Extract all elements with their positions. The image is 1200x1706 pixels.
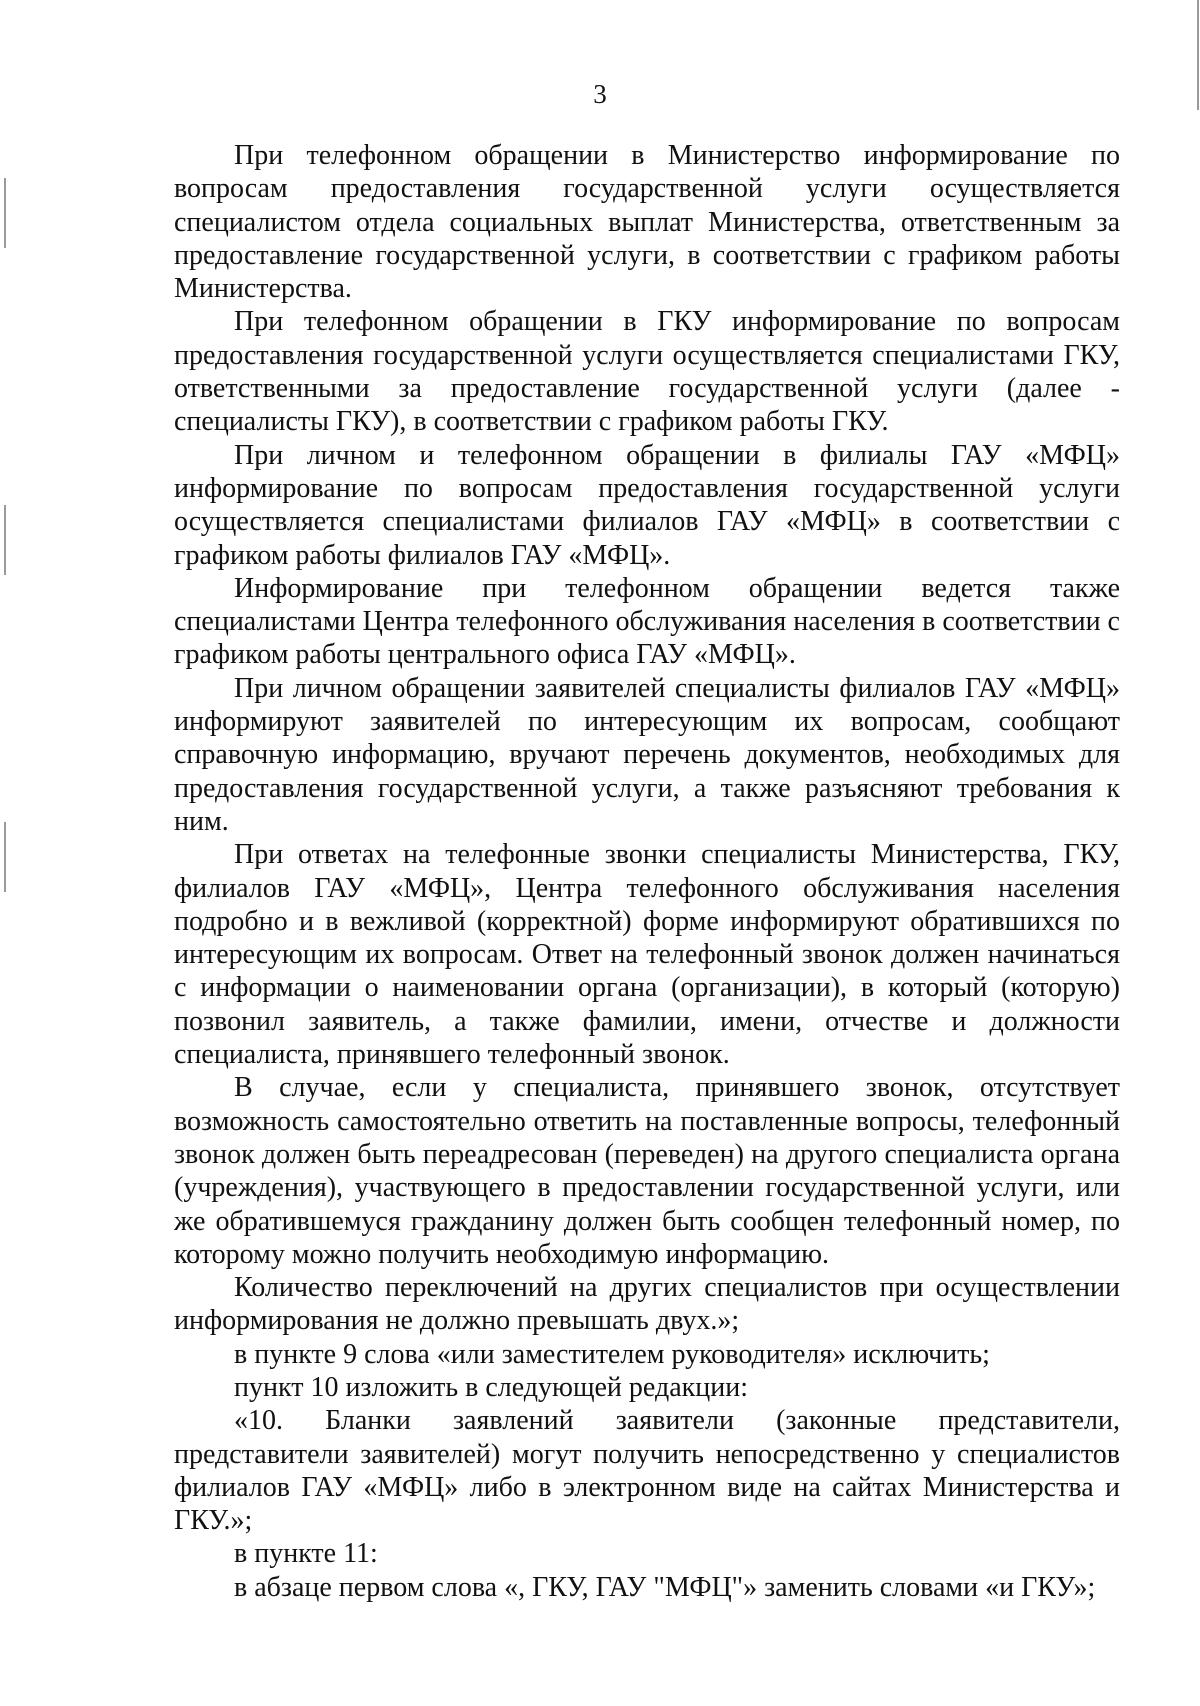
scan-edge-mark (4, 178, 6, 248)
paragraph: в пункте 9 слова «или заместителем руководителя» исключить; (234, 1338, 990, 1370)
paragraph: При личном обращении заявителей специалисты филиалов ГАУ «МФЦ» информируют заявителей по интересующим их вопросам, сообщают справочную информацию, вручают перечень документов, необходимых для предоставления государственной услуги, а также разъясняют требования к ним. (174, 672, 1120, 837)
document-body (174, 139, 1120, 1604)
paragraph: в пункте 11: (234, 1538, 378, 1570)
scan-edge-mark (4, 505, 6, 575)
paragraph: в абзаце первом слова «, ГКУ, ГАУ "МФЦ"» заменить словами «и ГКУ»; (234, 1571, 1096, 1603)
paragraph: Информирование при телефонном обращении ведется также специалистами Центра телефонного обслуживания населения в соответствии с графиком работы центрального офиса ГАУ «МФЦ». (174, 572, 1120, 671)
paragraph: «10. Бланки заявлений заявители (законные представители, представители заявителей) могут получить непосредственно у специалистов филиалов ГАУ «МФЦ» либо в электронном виде на сайтах Министерства и ГКУ.»; (174, 1405, 1120, 1537)
paragraph: При личном и телефонном обращении в филиалы ГАУ «МФЦ» информирование по вопросам предоставления государственной услуги осуществляется специалистами филиалов ГАУ «МФЦ» в соответствии с графиком работы филиалов ГАУ «МФЦ». (174, 439, 1120, 571)
paragraph: При телефонном обращении в Министерство информирование по вопросам предоставления государственной услуги осуществляется специалистом отдела социальных выплат Министерства, ответственным за предоставление государственной услуги, в соответствии с графиком работы Министерства. (174, 140, 1120, 305)
paragraph: При ответах на телефонные звонки специалисты Министерства, ГКУ, филиалов ГАУ «МФЦ», Центра телефонного обслуживания населения подробно и в вежливой (корректной) форме информируют обратившихся по интересующим их вопросам. Ответ на телефонный звонок должен начинаться с информации о наименовании органа (организации), в который (которую) позвонил заявитель, а также фамилии, имени, отчестве и должности специалиста, принявшего телефонный звонок. (174, 839, 1120, 1071)
paragraph: Количество переключений на других специалистов при осуществлении информирования не должно превышать двух.»; (174, 1272, 1120, 1337)
paragraph: пункт 10 изложить в следующей редакции: (234, 1371, 748, 1403)
scan-edge-mark (4, 822, 6, 892)
paragraph: При телефонном обращении в ГКУ информирование по вопросам предоставления государственной услуги осуществляется специалистами ГКУ, ответственными за предоставление государственной услуги (далее - специалисты ГКУ), в соответствии с графиком работы ГКУ. (174, 306, 1120, 438)
page-number: 3 (593, 79, 607, 109)
paragraph: В случае, если у специалиста, принявшего звонок, отсутствует возможность самостоятельно ответить на поставленные вопросы, телефонный звонок должен быть переадресован (переведен) на другого специалиста органа (учреждения), участвующего в предоставлении государственной услуги, или же обратившемуся гражданину должен быть сообщен телефонный номер, по которому можно получить необходимую информацию. (174, 1072, 1120, 1270)
